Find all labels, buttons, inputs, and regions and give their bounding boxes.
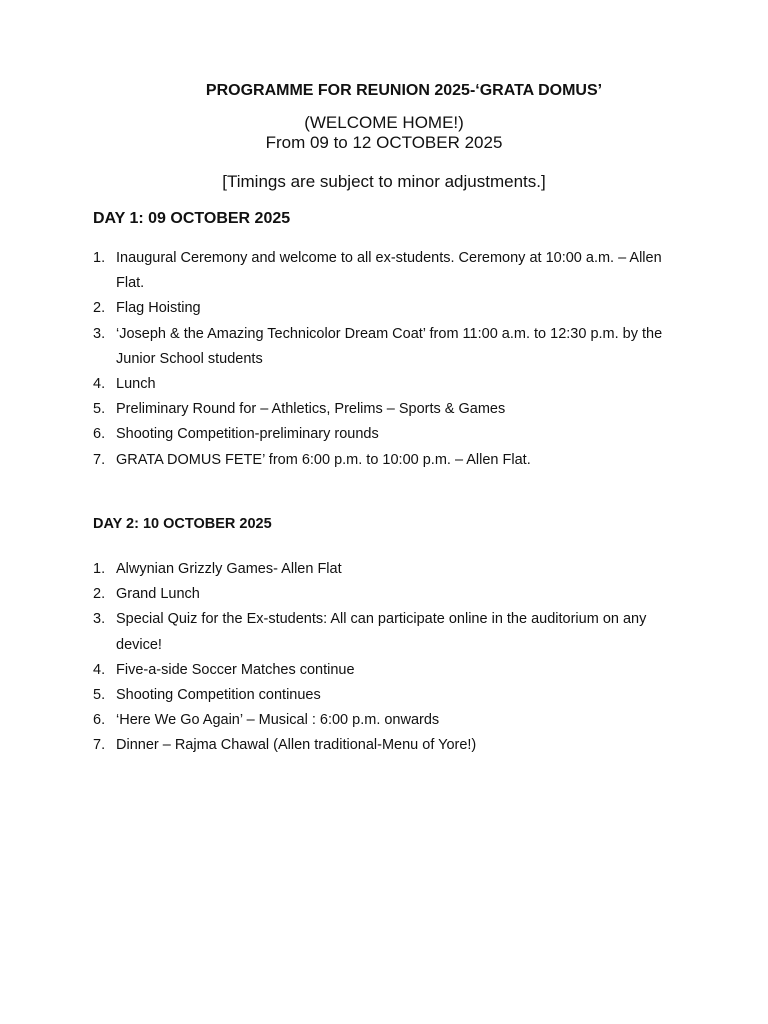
item-text: Five-a-side Soccer Matches continue [116,661,355,678]
item-number: 6. [93,426,106,443]
item-number: 3. [93,325,106,342]
item-number: 1. [93,250,106,266]
list-item [93,582,673,607]
item-text: Flag Hoisting [116,300,201,317]
day1-heading: DAY 1: 09 OCTOBER 2025 [93,210,291,227]
day2-heading: DAY 2: 10 OCTOBER 2025 [93,516,272,532]
list-item [93,448,673,473]
item-text: Preliminary Round for – Athletics, Prelims – Sports & Games [116,401,506,418]
list-item [93,708,673,733]
list-item [93,733,673,758]
item-text: Special Quiz for the Ex-students: All can participate online in the auditorium on any device! [116,611,647,653]
page-title: PROGRAMME FOR REUNION 2025-‘GRATA DOMUS’ [205,82,603,99]
item-text: ‘Joseph & the Amazing Technicolor Dream Coat’ from 11:00 a.m. to 12:30 p.m. by the Junior School students [116,325,663,367]
list-item [93,422,673,447]
list-item [93,557,673,582]
item-number: 6. [93,712,106,729]
subtitle-dates: From 09 to 12 OCTOBER 2025 [265,133,503,152]
list-item [93,296,673,321]
item-number: 5. [93,687,106,704]
timings-note: [Timings are subject to minor adjustments.] [222,172,546,191]
list-item [93,658,673,683]
item-number: 7. [93,451,106,468]
item-text: Dinner – Rajma Chawal (Allen traditional-Menu of Yore!) [116,737,477,754]
item-number: 1. [93,561,106,577]
item-number: 5. [93,401,106,418]
item-number: 7. [93,737,106,754]
list-item [93,607,673,657]
item-text: Shooting Competition continues [116,687,321,704]
item-text: Inaugural Ceremony and welcome to all ex-students. Ceremony at 10:00 a.m. – Allen Flat. [116,250,662,292]
subtitle-welcome: (WELCOME HOME!) [304,113,464,132]
item-text: Shooting Competition-preliminary rounds [116,426,379,443]
list-item [93,397,673,422]
list-item [93,683,673,708]
list-item [93,322,673,372]
item-number: 4. [93,661,106,678]
day2-list [93,557,673,759]
item-text: Grand Lunch [116,586,200,603]
item-text: Lunch [116,376,156,393]
list-item [93,372,673,397]
item-text: GRATA DOMUS FETE’ from 6:00 p.m. to 10:00 p.m. – Allen Flat. [116,451,531,468]
item-number: 2. [93,586,106,603]
item-number: 4. [93,376,106,393]
item-number: 2. [93,300,106,317]
item-number: 3. [93,611,106,628]
list-item [93,246,673,296]
item-text: Alwynian Grizzly Games- Allen Flat [116,561,342,577]
item-text: ‘Here We Go Again’ – Musical : 6:00 p.m. onwards [116,712,440,729]
day1-list [93,246,673,473]
